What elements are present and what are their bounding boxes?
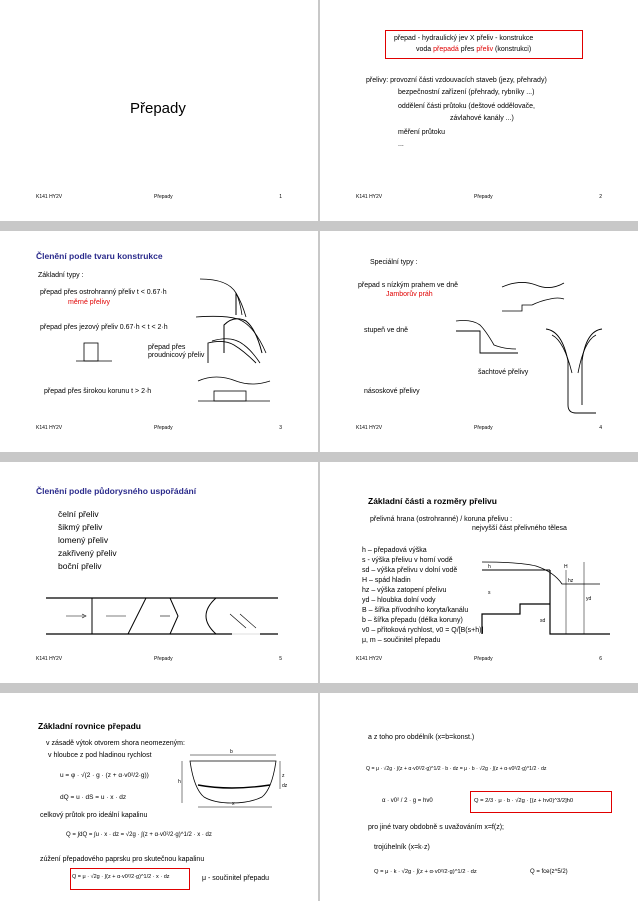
bottom-step-diagram	[454, 315, 520, 359]
equation: Q = μ · √2g · ∫(z + α·v0²/2·g)^1/2 · x · dz	[72, 874, 170, 880]
type-label: přepad přes ostrohranný přeliv t < 0.67·h	[40, 289, 167, 296]
slide-title: Přepady	[130, 100, 186, 117]
shaft-spillway-diagram	[544, 321, 604, 417]
text-line: a z toho pro obdélník (x=b=konst.)	[368, 734, 475, 741]
label-dz: dz	[282, 783, 288, 789]
definition-line-1: přepad - hydraulický jev X přeliv - konstrukce	[394, 35, 534, 42]
equation: u = φ · √(2 · g · (z + α·v0²/2·g))	[60, 772, 149, 779]
footer-page: 1	[279, 194, 282, 200]
slide-heading: Základní části a rozměry přelivu	[368, 496, 497, 506]
list-item: boční přeliv	[58, 561, 102, 571]
equation: Q = μ · k · √2g · ∫(z + α·v0²/2·g)^1/2 · dz	[374, 869, 477, 875]
equation: dQ = u · dS = u · x · dz	[60, 794, 127, 801]
slide-1[interactable]	[0, 0, 318, 221]
footer-topic: Přepady	[154, 656, 173, 662]
type-label: násoskové přelivy	[364, 388, 420, 395]
slide-footer	[0, 425, 318, 435]
slide-footer	[320, 194, 638, 204]
definition: b – šířka přepadu (délka koruny)	[362, 617, 463, 624]
weir-section-diagram	[180, 749, 290, 807]
type-note: Jamborův práh	[386, 291, 433, 298]
dim-label-yd: yd	[586, 596, 592, 602]
label-b: b	[230, 749, 233, 755]
footer-course: K141 HY2V	[36, 425, 63, 431]
dim-label-sd: sd	[540, 618, 546, 624]
label-h: h	[178, 779, 181, 785]
plan-view-diagram	[46, 592, 278, 640]
text-line: celkový průtok pro ideální kapalinu	[40, 812, 148, 819]
footer-page: 3	[279, 425, 282, 431]
text-line: zúžení přepadového paprsku pro skutečnou kapalinu	[40, 856, 205, 863]
equation: Q = μ · √2g · ∫(z + α·v0²/2·g)^1/2 · b · dz = μ · b · √2g · ∫(z + α·v0²/2·g)^1/2 · dz	[366, 766, 547, 772]
type-label: přepad s nízkým prahem ve dně	[358, 282, 458, 289]
subtitle: přelivná hrana (ostrohranné) / koruna přelivu :	[370, 516, 513, 523]
subtitle: nejvyšší část přelivného tělesa	[472, 525, 567, 532]
list-item: zakřivený přeliv	[58, 548, 117, 558]
subtitle: Základní typy :	[38, 272, 84, 279]
text-line: přelivy: provozní části vzdouvacích staveb (jezy, přehrady)	[366, 77, 547, 84]
definition: yd – hloubka dolní vody	[362, 597, 436, 604]
text-line: závlahové kanály ...)	[450, 115, 514, 122]
dim-label-hz: hz	[568, 578, 574, 584]
dam-weir-diagram	[76, 337, 112, 365]
footer-topic: Přepady	[474, 656, 493, 662]
text-line: trojúhelník (x=k·z)	[374, 844, 430, 851]
equation-note: μ - součinitel přepadu	[202, 875, 270, 882]
footer-page: 2	[599, 194, 602, 200]
dim-label-H: H	[564, 564, 568, 570]
footer-course: K141 HY2V	[36, 656, 63, 662]
definition: B – šířka přívodního koryta/kanálu	[362, 607, 469, 614]
text-line: měření průtoku	[398, 129, 446, 136]
type-label: přepad přes širokou korunu t > 2·h	[44, 388, 152, 395]
subtitle: Speciální typy :	[370, 259, 418, 266]
low-sill-diagram	[500, 277, 566, 317]
ogee-weir-diagram	[204, 337, 262, 367]
label-z: z	[282, 773, 285, 779]
footer-page: 6	[599, 656, 602, 662]
broad-crest-diagram	[196, 371, 272, 405]
list-item: lomený přeliv	[58, 535, 109, 545]
text-line: pro jiné tvary obdobně s uvažováním x=f(z);	[368, 824, 504, 831]
text-line: oddělení části průtoku (deštové oddělovače,	[398, 103, 535, 110]
text-line: v zásadě výtok otvorem shora neomezeným:	[46, 740, 185, 747]
slide-2[interactable]	[320, 0, 638, 221]
type-label: přepad přes	[148, 344, 186, 351]
slide-5[interactable]	[0, 462, 318, 683]
slide-footer	[320, 656, 638, 666]
slide-footer	[0, 194, 318, 204]
slide-heading: Členění podle půdorysného uspořádání	[36, 486, 197, 496]
footer-page: 4	[599, 425, 602, 431]
footer-page: 5	[279, 656, 282, 662]
slide-4[interactable]	[320, 231, 638, 452]
footer-topic: Přepady	[154, 425, 173, 431]
footer-course: K141 HY2V	[36, 194, 63, 200]
weir-dimensions-diagram	[480, 534, 612, 644]
definition-line-2: voda přepadá přes přeliv (konstrukci)	[416, 46, 532, 53]
slide-footer	[320, 425, 638, 435]
equation: Q = fce(z^5/2)	[530, 869, 568, 875]
type-label: stupeň ve dně	[364, 327, 408, 334]
definition: μ, m – součinitel přepadu	[362, 637, 441, 644]
definition: s - výška přelivu v horní vodě	[362, 557, 453, 564]
label-x: x	[232, 801, 235, 807]
equation: Q = ∫dQ = ∫u · x · dz = √2g · ∫(z + α·v0²/2·g)^1/2 · x · dz	[66, 832, 212, 838]
list-item: šikmý přeliv	[58, 522, 103, 532]
text-line: bezpečnostní zařízení (přehrady, rybníky ...)	[398, 89, 535, 96]
type-label: proudnicový přeliv	[148, 352, 205, 359]
slide-6[interactable]	[320, 462, 638, 683]
footer-topic: Přepady	[154, 194, 173, 200]
dim-label-h: h	[488, 564, 491, 570]
slide-7[interactable]	[0, 693, 318, 901]
footer-course: K141 HY2V	[356, 425, 383, 431]
slide-heading: Členění podle tvaru konstrukce	[36, 251, 163, 261]
definition: H – spád hladin	[362, 577, 411, 584]
definition: v0 – přítoková rychlost, v0 = Q/[B(s+h)]	[362, 627, 484, 634]
list-item: čelní přeliv	[58, 509, 99, 519]
text-line: ...	[398, 141, 404, 148]
type-label: přepad přes jezový přeliv 0.67·h < t < 2·h	[40, 324, 168, 331]
equation: Q = 2/3 · μ · b · √2g · [(z + hv0)^3/2]h0	[474, 798, 574, 804]
footer-course: K141 HY2V	[356, 194, 383, 200]
equation: α · v0² / 2 · g = hv0	[382, 798, 433, 804]
slide-8[interactable]	[320, 693, 638, 901]
definition: sd – výška přelivu v dolní vodě	[362, 567, 458, 574]
definition: hz – výška zatopení přelivu	[362, 587, 447, 594]
footer-topic: Přepady	[474, 194, 493, 200]
footer-topic: Přepady	[474, 425, 493, 431]
type-note: měrné přelivy	[68, 299, 111, 306]
dim-label-s: s	[488, 590, 491, 596]
text-line: v hloubce z pod hladinou rychlost	[48, 752, 152, 759]
slide-footer	[0, 656, 318, 666]
type-label: šachtové přelivy	[478, 369, 529, 376]
slide-heading: Základní rovnice přepadu	[38, 721, 141, 731]
footer-course: K141 HY2V	[356, 656, 383, 662]
slide-3[interactable]	[0, 231, 318, 452]
definition: h – přepadová výška	[362, 547, 427, 554]
